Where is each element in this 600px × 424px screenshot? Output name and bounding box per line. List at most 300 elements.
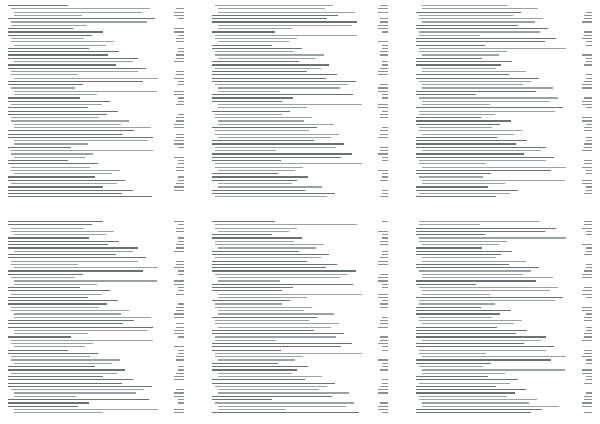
index-entry-text bbox=[422, 54, 499, 55]
index-entry-text bbox=[419, 317, 492, 318]
index-entry-text bbox=[8, 54, 108, 55]
index-entry-text bbox=[218, 25, 352, 26]
index-entry-text bbox=[11, 71, 138, 72]
index-entry-row bbox=[8, 199, 184, 200]
index-entry-text bbox=[422, 68, 496, 69]
index-entry-page-ref bbox=[380, 257, 388, 258]
index-entry-text bbox=[218, 104, 362, 105]
index-entry-row bbox=[416, 415, 592, 416]
index-entry-text bbox=[14, 127, 151, 128]
index-entry-text bbox=[212, 81, 356, 82]
index-entry-text bbox=[416, 41, 545, 42]
index-entry-page-ref bbox=[176, 310, 184, 311]
index-entry-page-ref bbox=[378, 153, 388, 154]
index-entry-text bbox=[212, 153, 352, 154]
index-entry-page-ref bbox=[582, 406, 592, 407]
index-entry-text bbox=[11, 150, 153, 151]
index-entry-text bbox=[416, 264, 509, 265]
index-entry-text bbox=[8, 107, 88, 108]
index-entry-page-ref bbox=[382, 284, 388, 285]
index-entry-page-ref bbox=[380, 21, 388, 22]
index-entry-page-ref bbox=[378, 104, 388, 105]
index-entry-text bbox=[212, 157, 341, 158]
index-entry-text bbox=[416, 363, 491, 364]
index-entry-page-ref bbox=[582, 180, 592, 181]
index-entry-text bbox=[8, 369, 125, 370]
index-entry-page-ref bbox=[584, 287, 592, 288]
index-entry-text bbox=[11, 167, 90, 168]
index-entry-page-ref bbox=[586, 330, 592, 331]
index-entry-page-ref bbox=[582, 340, 592, 341]
index-entry-page-ref bbox=[378, 261, 388, 262]
index-column-top-middle bbox=[212, 4, 388, 200]
index-entry-text bbox=[212, 190, 305, 191]
index-entry-text bbox=[8, 257, 146, 258]
index-entry-page-ref bbox=[174, 330, 184, 331]
index-entry-text bbox=[218, 183, 292, 184]
index-entry-text bbox=[416, 78, 539, 79]
index-entry-text bbox=[8, 224, 92, 225]
index-entry-page-ref bbox=[584, 399, 592, 400]
index-entry-page-ref bbox=[584, 193, 592, 194]
index-entry-text bbox=[422, 104, 490, 105]
index-entry-text bbox=[11, 38, 84, 39]
index-entry-page-ref bbox=[380, 51, 388, 52]
index-entry-text bbox=[212, 343, 352, 344]
index-entry-text bbox=[419, 399, 537, 400]
index-entry-page-ref bbox=[378, 41, 388, 42]
index-entry-text bbox=[218, 186, 322, 187]
index-entry-text bbox=[8, 31, 103, 32]
index-entry-text bbox=[11, 120, 129, 121]
index-entry-page-ref bbox=[586, 41, 592, 42]
index-entry-text bbox=[212, 140, 314, 141]
index-entry-text bbox=[11, 310, 129, 311]
index-entry-page-ref bbox=[378, 389, 388, 390]
index-entry-page-ref bbox=[378, 107, 388, 108]
index-entry-text bbox=[419, 193, 510, 194]
index-entry-text bbox=[416, 107, 563, 108]
index-entry-text bbox=[8, 402, 89, 403]
index-entry-text bbox=[8, 406, 78, 407]
index-entry-text bbox=[416, 376, 488, 377]
index-entry-page-ref bbox=[178, 369, 184, 370]
index-entry-page-ref bbox=[178, 287, 184, 288]
index-entry-page-ref bbox=[584, 383, 592, 384]
index-entry-page-ref bbox=[178, 270, 184, 271]
index-entry-page-ref bbox=[584, 396, 592, 397]
index-entry-text bbox=[11, 21, 147, 22]
index-entry-text bbox=[416, 228, 556, 229]
index-entry-text bbox=[8, 386, 152, 387]
index-entry-text bbox=[212, 366, 308, 367]
index-entry-page-ref bbox=[178, 101, 184, 102]
index-entry-page-ref bbox=[178, 402, 184, 403]
index-entry-page-ref bbox=[380, 18, 388, 19]
index-entry-text bbox=[8, 64, 116, 65]
index-entry-text bbox=[422, 183, 505, 184]
index-entry-text bbox=[8, 176, 95, 177]
index-entry-text bbox=[416, 379, 518, 380]
index-entry-page-ref bbox=[582, 104, 592, 105]
index-entry-page-ref bbox=[584, 412, 592, 413]
index-entry-page-ref bbox=[380, 114, 388, 115]
index-entry-page-ref bbox=[178, 97, 184, 98]
index-entry-text bbox=[212, 94, 353, 95]
index-entry-page-ref bbox=[382, 61, 388, 62]
index-entry-page-ref bbox=[582, 101, 592, 102]
index-entry-page-ref bbox=[174, 61, 184, 62]
index-entry-text bbox=[11, 307, 99, 308]
index-entry-page-ref bbox=[174, 221, 184, 222]
index-entry-text bbox=[218, 107, 307, 108]
index-entry-text bbox=[416, 170, 551, 171]
index-entry-text bbox=[212, 264, 337, 265]
index-entry-page-ref bbox=[174, 12, 184, 13]
index-entry-page-ref bbox=[584, 18, 592, 19]
index-entry-page-ref bbox=[586, 124, 592, 125]
index-entry-page-ref bbox=[176, 104, 184, 105]
index-entry-text bbox=[14, 124, 121, 125]
index-entry-row bbox=[8, 415, 184, 416]
index-entry-page-ref bbox=[176, 120, 184, 121]
index-entry-page-ref bbox=[584, 353, 592, 354]
index-entry-text bbox=[416, 346, 554, 347]
index-entry-text bbox=[419, 163, 486, 164]
index-entry-text bbox=[14, 61, 133, 62]
index-entry-page-ref bbox=[176, 244, 184, 245]
index-entry-page-ref bbox=[174, 267, 184, 268]
index-entry-page-ref bbox=[584, 317, 592, 318]
index-entry-page-ref bbox=[174, 280, 184, 281]
index-entry-page-ref bbox=[174, 186, 184, 187]
index-entry-page-ref bbox=[174, 190, 184, 191]
index-entry-page-ref bbox=[584, 254, 592, 255]
index-entry-text bbox=[212, 412, 359, 413]
index-entry-text bbox=[419, 35, 480, 36]
index-entry-text bbox=[11, 294, 102, 295]
index-entry-page-ref bbox=[176, 117, 184, 118]
index-entry-text bbox=[14, 143, 88, 144]
index-entry-text bbox=[14, 94, 97, 95]
index-entry-page-ref bbox=[586, 327, 592, 328]
index-entry-text bbox=[8, 320, 134, 321]
index-entry-page-ref bbox=[380, 134, 388, 135]
index-entry-text bbox=[218, 310, 304, 311]
index-entry-text bbox=[416, 117, 481, 118]
index-entry-text bbox=[416, 412, 531, 413]
index-entry-page-ref bbox=[378, 406, 388, 407]
index-entry-text bbox=[218, 87, 340, 88]
index-entry-page-ref bbox=[586, 58, 592, 59]
index-entry-text bbox=[422, 402, 529, 403]
index-entry-page-ref bbox=[584, 127, 592, 128]
index-entry-text bbox=[416, 330, 527, 331]
index-entry-page-ref bbox=[378, 25, 388, 26]
index-entry-page-ref bbox=[380, 54, 388, 55]
index-entry-page-ref bbox=[378, 392, 388, 393]
index-entry-page-ref bbox=[582, 369, 592, 370]
index-entry-page-ref bbox=[586, 247, 592, 248]
index-entry-page-ref bbox=[584, 35, 592, 36]
index-entry-text bbox=[419, 176, 483, 177]
index-entry-text bbox=[416, 267, 539, 268]
index-entry-page-ref bbox=[380, 130, 388, 131]
index-entry-text bbox=[422, 180, 565, 181]
index-entry-text bbox=[212, 379, 305, 380]
index-entry-page-ref bbox=[174, 124, 184, 125]
index-entry-page-ref bbox=[584, 320, 592, 321]
index-entry-page-ref bbox=[176, 228, 184, 229]
index-entry-page-ref bbox=[584, 15, 592, 16]
index-entry-text bbox=[416, 307, 481, 308]
index-entry-text bbox=[416, 74, 509, 75]
index-entry-page-ref bbox=[378, 137, 388, 138]
index-entry-page-ref bbox=[176, 74, 184, 75]
index-entry-text bbox=[14, 91, 157, 92]
index-entry-text bbox=[218, 409, 286, 410]
index-entry-text bbox=[212, 396, 332, 397]
index-entry-text bbox=[422, 277, 553, 278]
index-entry-page-ref bbox=[178, 290, 184, 291]
index-entry-page-ref bbox=[176, 231, 184, 232]
index-entry-page-ref bbox=[178, 18, 184, 19]
index-entry-text bbox=[422, 323, 514, 324]
index-entry-page-ref bbox=[382, 379, 388, 380]
index-entry-text bbox=[422, 406, 559, 407]
index-entry-text bbox=[8, 163, 98, 164]
index-entry-page-ref bbox=[382, 173, 388, 174]
index-entry-page-ref bbox=[584, 336, 592, 337]
index-entry-page-ref bbox=[176, 183, 184, 184]
index-entry-page-ref bbox=[176, 54, 184, 55]
index-entry-text bbox=[419, 18, 543, 19]
index-entry-text bbox=[416, 190, 518, 191]
index-entry-page-ref bbox=[380, 180, 388, 181]
index-entry-page-ref bbox=[176, 323, 184, 324]
index-entry-text bbox=[11, 277, 75, 278]
index-entry-text bbox=[212, 193, 335, 194]
index-entry-page-ref bbox=[382, 237, 388, 238]
index-entry-text bbox=[14, 15, 82, 16]
index-entry-text bbox=[218, 137, 331, 138]
index-entry-text bbox=[419, 15, 513, 16]
index-entry-text bbox=[11, 74, 78, 75]
index-entry-text bbox=[416, 143, 516, 144]
index-entry-page-ref bbox=[378, 409, 388, 410]
index-entry-text bbox=[419, 366, 483, 367]
index-entry-page-ref bbox=[382, 221, 388, 222]
index-entry-text bbox=[215, 167, 303, 168]
index-entry-text bbox=[422, 101, 550, 102]
index-entry-page-ref bbox=[178, 336, 184, 337]
index-entry-page-ref bbox=[382, 127, 388, 128]
index-entry-page-ref bbox=[584, 333, 592, 334]
index-entry-text bbox=[212, 234, 272, 235]
index-entry-page-ref bbox=[178, 399, 184, 400]
index-entry-page-ref bbox=[382, 94, 388, 95]
index-entry-page-ref bbox=[586, 251, 592, 252]
index-entry-page-ref bbox=[582, 244, 592, 245]
index-entry-page-ref bbox=[584, 31, 592, 32]
index-column-bottom-left bbox=[8, 220, 184, 416]
index-entry-text bbox=[215, 147, 336, 148]
index-entry-text bbox=[8, 18, 155, 19]
index-entry-page-ref bbox=[176, 137, 184, 138]
index-entry-text bbox=[419, 221, 540, 222]
index-entry-page-ref bbox=[582, 183, 592, 184]
index-entry-text bbox=[416, 392, 515, 393]
index-entry-text bbox=[218, 28, 292, 29]
index-entry-page-ref bbox=[174, 157, 184, 158]
index-entry-text bbox=[218, 170, 295, 171]
index-entry-page-ref bbox=[178, 163, 184, 164]
index-entry-text bbox=[212, 369, 297, 370]
index-entry-page-ref bbox=[382, 193, 388, 194]
index-entry-page-ref bbox=[586, 379, 592, 380]
index-entry-page-ref bbox=[174, 392, 184, 393]
index-entry-text bbox=[212, 64, 329, 65]
index-entry-text bbox=[212, 251, 299, 252]
index-entry-page-ref bbox=[382, 45, 388, 46]
index-entry-page-ref bbox=[582, 373, 592, 374]
index-entry-text bbox=[215, 402, 354, 403]
index-entry-page-ref bbox=[174, 396, 184, 397]
index-entry-row bbox=[416, 199, 592, 200]
index-entry-text bbox=[212, 317, 317, 318]
index-entry-page-ref bbox=[382, 287, 388, 288]
index-entry-text bbox=[8, 84, 83, 85]
index-entry-text bbox=[8, 383, 122, 384]
index-entry-text bbox=[8, 196, 152, 197]
index-entry-page-ref bbox=[378, 8, 388, 9]
index-entry-page-ref bbox=[582, 294, 592, 295]
index-entry-text bbox=[8, 35, 92, 36]
index-entry-text bbox=[8, 366, 95, 367]
index-entry-page-ref bbox=[380, 274, 388, 275]
index-entry-text bbox=[416, 389, 526, 390]
index-entry-text bbox=[8, 114, 107, 115]
index-entry-page-ref bbox=[378, 74, 388, 75]
index-entry-text bbox=[422, 257, 496, 258]
index-entry-text bbox=[8, 376, 103, 377]
index-entry-text bbox=[11, 8, 150, 9]
index-entry-text bbox=[212, 346, 341, 347]
index-entry-page-ref bbox=[178, 353, 184, 354]
index-entry-page-ref bbox=[582, 402, 592, 403]
index-entry-page-ref bbox=[584, 147, 592, 148]
index-entry-page-ref bbox=[378, 297, 388, 298]
index-entry-text bbox=[419, 320, 522, 321]
index-entry-page-ref bbox=[174, 313, 184, 314]
index-entry-text bbox=[8, 180, 125, 181]
index-entry-page-ref bbox=[174, 376, 184, 377]
index-entry-page-ref bbox=[178, 303, 184, 304]
index-entry-page-ref bbox=[176, 41, 184, 42]
index-entry-text bbox=[8, 300, 118, 301]
index-entry-page-ref bbox=[378, 343, 388, 344]
index-entry-text bbox=[419, 353, 486, 354]
index-entry-text bbox=[416, 137, 497, 138]
index-entry-page-ref bbox=[586, 392, 592, 393]
index-entry-text bbox=[11, 170, 120, 171]
index-entry-page-ref bbox=[582, 290, 592, 291]
index-entry-text bbox=[11, 356, 90, 357]
index-entry-text bbox=[218, 297, 307, 298]
index-entry-text bbox=[11, 359, 120, 360]
index-entry-text bbox=[8, 247, 138, 248]
index-entry-text bbox=[14, 234, 106, 235]
index-entry-page-ref bbox=[174, 346, 184, 347]
index-entry-text bbox=[11, 340, 153, 341]
index-entry-page-ref bbox=[582, 356, 592, 357]
index-entry-text bbox=[11, 228, 84, 229]
index-entry-text bbox=[215, 130, 309, 131]
index-entry-text bbox=[419, 127, 492, 128]
index-entry-page-ref bbox=[176, 359, 184, 360]
index-entry-text bbox=[215, 244, 324, 245]
index-entry-text bbox=[419, 160, 546, 161]
index-entry-text bbox=[14, 313, 121, 314]
index-entry-page-ref bbox=[586, 12, 592, 13]
index-entry-text bbox=[212, 284, 353, 285]
index-entry-text bbox=[422, 71, 526, 72]
index-entry-text bbox=[8, 134, 123, 135]
index-entry-page-ref bbox=[174, 251, 184, 252]
index-entry-page-ref bbox=[382, 412, 388, 413]
index-entry-text bbox=[218, 58, 316, 59]
index-entry-text bbox=[215, 353, 362, 354]
index-entry-text bbox=[419, 31, 540, 32]
index-entry-text bbox=[14, 157, 85, 158]
index-entry-page-ref bbox=[380, 307, 388, 308]
index-entry-page-ref bbox=[380, 244, 388, 245]
index-entry-text bbox=[212, 333, 344, 334]
index-entry-page-ref bbox=[382, 346, 388, 347]
index-entry-page-ref bbox=[584, 350, 592, 351]
index-entry-text bbox=[212, 71, 307, 72]
index-entry-text bbox=[419, 51, 507, 52]
index-entry-text bbox=[8, 244, 108, 245]
index-entry-text bbox=[11, 104, 102, 105]
index-column-top-left bbox=[8, 4, 184, 200]
index-entry-page-ref bbox=[380, 117, 388, 118]
index-entry-text bbox=[416, 196, 496, 197]
index-entry-text bbox=[212, 45, 272, 46]
index-entry-page-ref bbox=[586, 140, 592, 141]
index-entry-page-ref bbox=[378, 87, 388, 88]
index-entry-text bbox=[422, 150, 541, 151]
index-entry-text bbox=[422, 8, 538, 9]
index-entry-page-ref bbox=[582, 117, 592, 118]
index-entry-page-ref bbox=[380, 323, 388, 324]
index-entry-text bbox=[14, 409, 158, 410]
index-entry-text bbox=[8, 303, 107, 304]
index-entry-text bbox=[416, 310, 511, 311]
index-entry-text bbox=[422, 87, 553, 88]
index-entry-page-ref bbox=[586, 267, 592, 268]
index-entry-text bbox=[14, 330, 148, 331]
index-entry-text bbox=[215, 163, 362, 164]
index-entry-page-ref bbox=[382, 48, 388, 49]
index-entry-text bbox=[416, 247, 482, 248]
index-entry-page-ref bbox=[586, 376, 592, 377]
index-entry-text bbox=[419, 350, 546, 351]
index-entry-text bbox=[215, 196, 327, 197]
index-entry-text bbox=[8, 58, 138, 59]
index-entry-text bbox=[212, 160, 281, 161]
index-entry-text bbox=[416, 280, 536, 281]
